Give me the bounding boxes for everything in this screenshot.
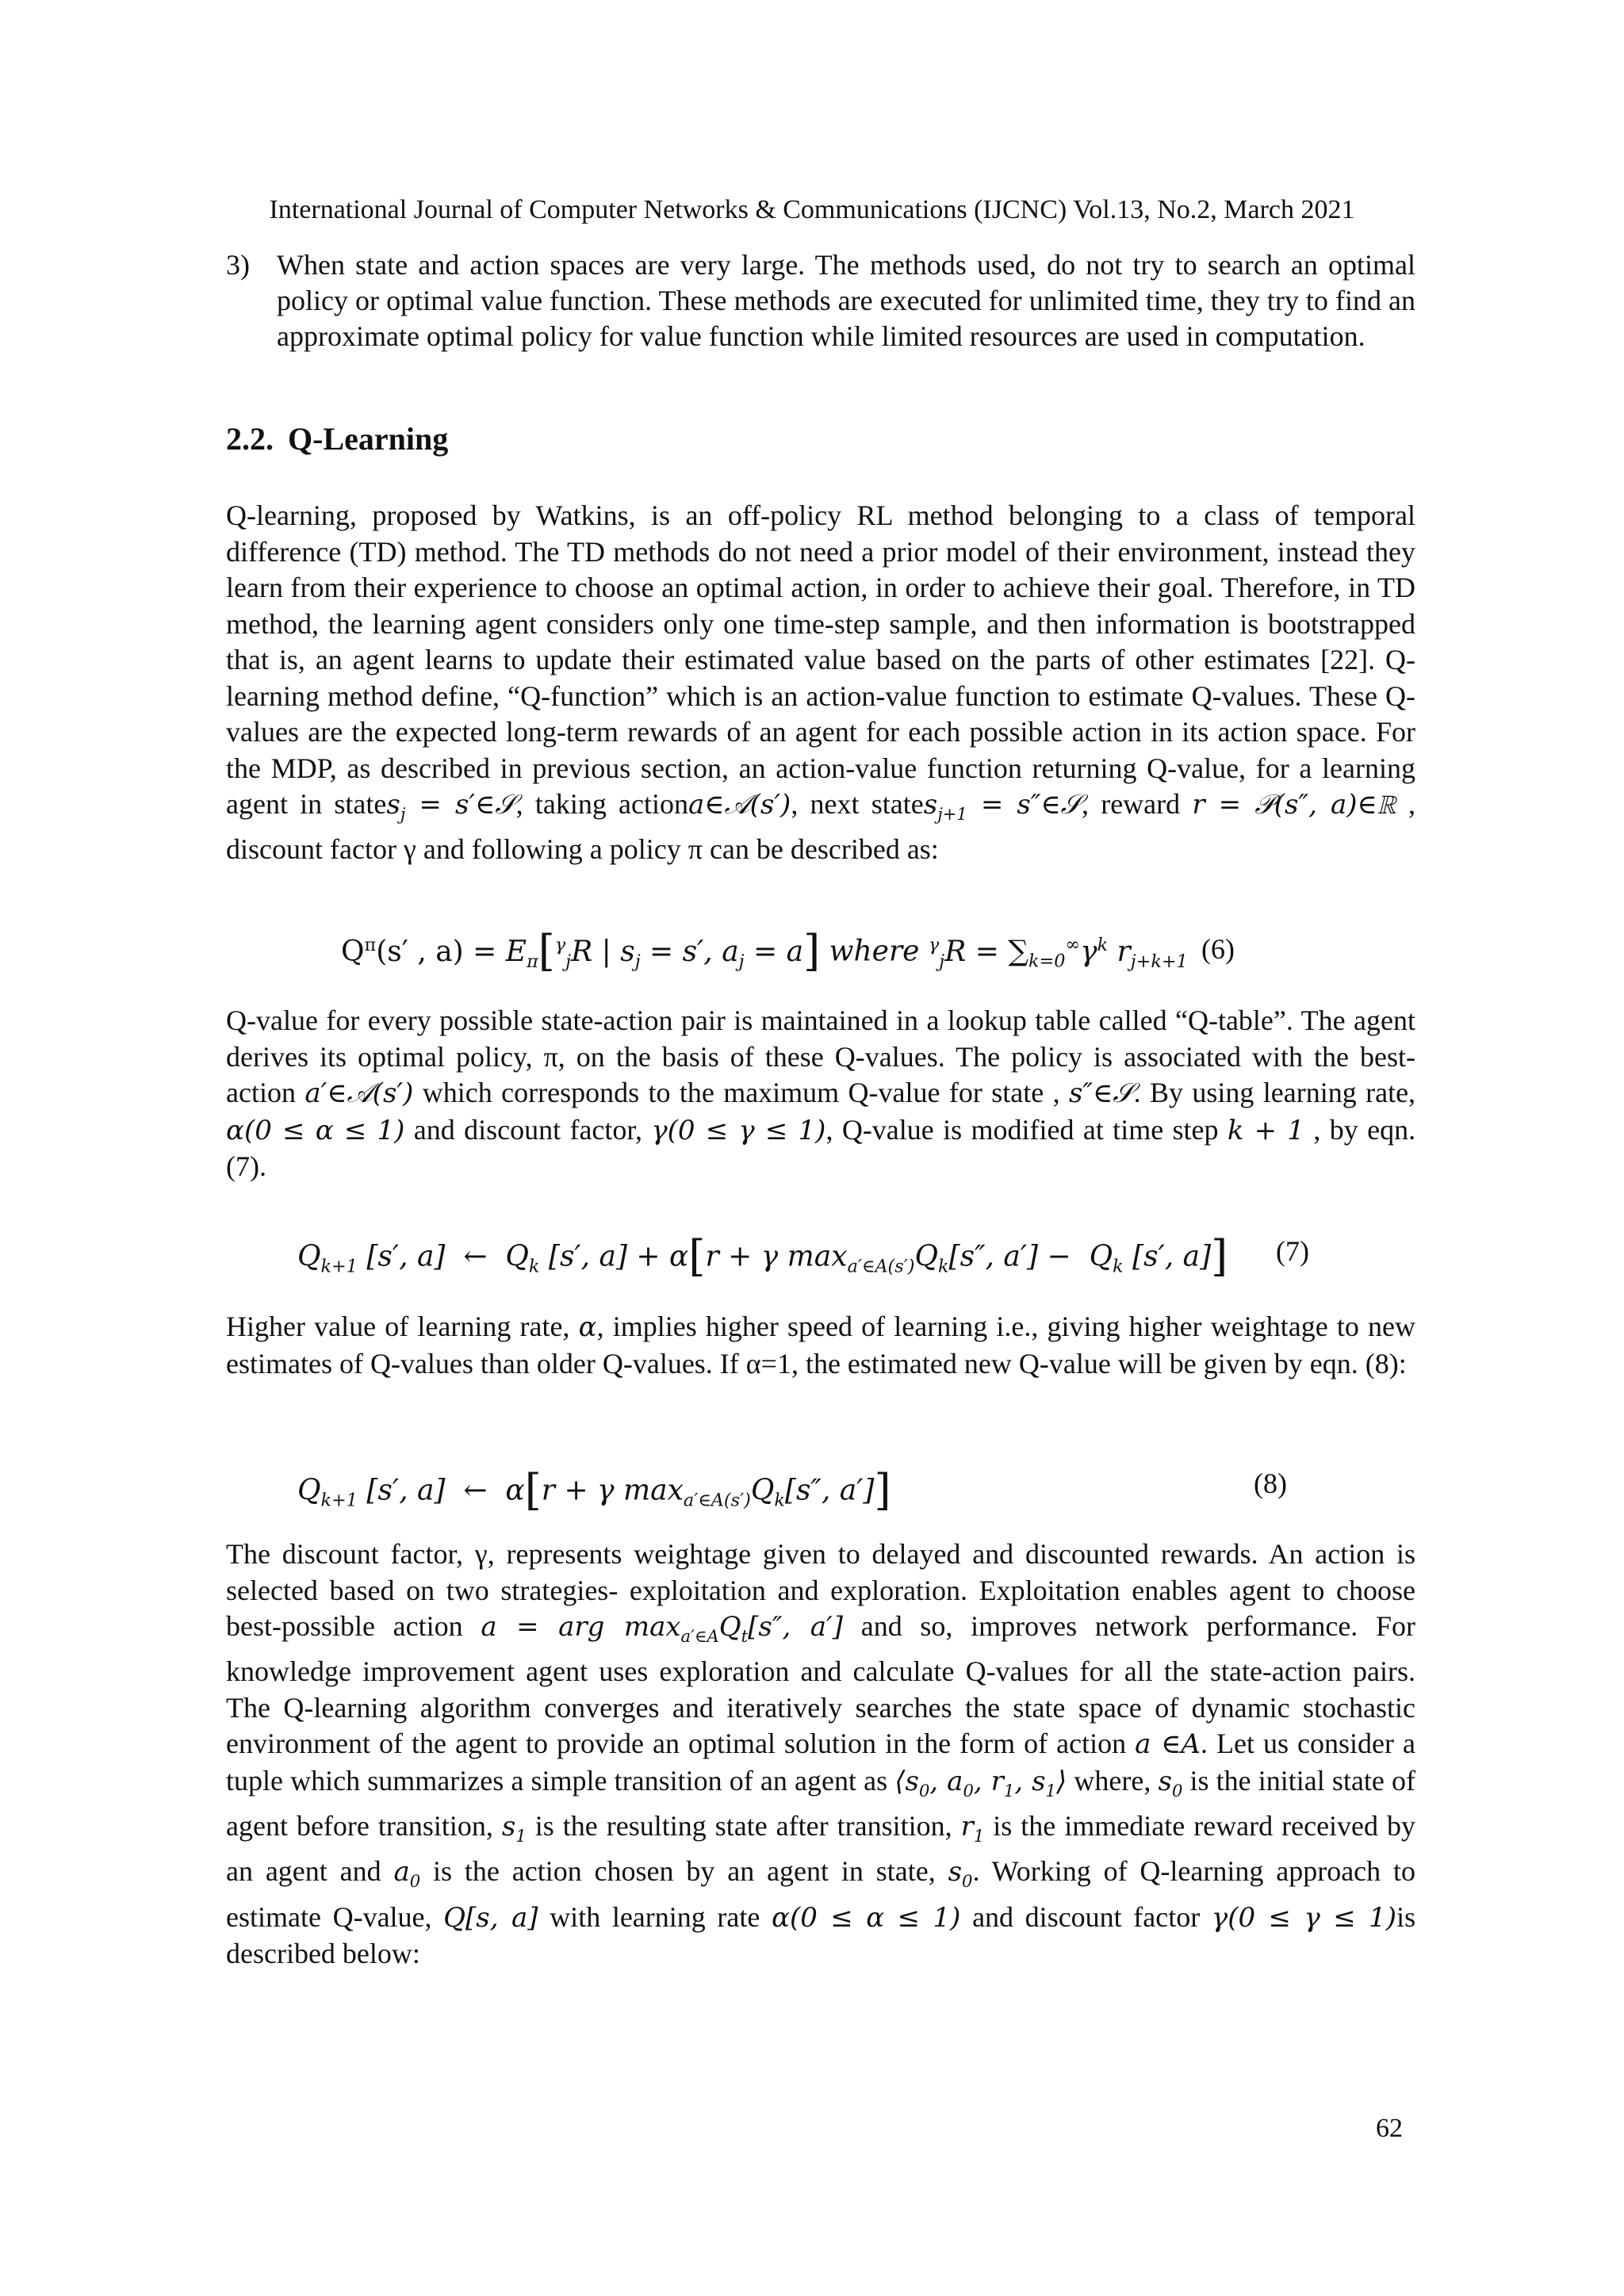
- math-next-state: $s_{j+1}$ = s″∈𝒮: [923, 789, 1082, 824]
- running-header: International Journal of Computer Networks & Communications (IJCNC) Vol.13, No.2, March 2021: [269, 195, 1355, 224]
- equation-7-number: (7): [1276, 1235, 1309, 1267]
- where-word: where: [829, 935, 920, 968]
- paragraph-2: Q-value for every possible state-action pair is maintained in a lookup table called “Q-table”. The agent derives its optimal policy, π, on the basis of these Q-values. The policy is associated with the best-action a′∈𝒜(s′) which corresponds to the maximum Q-value for state , s″∈𝒮. By using learning rate, α(0 ≤ α ≤ 1) and discount factor, γ(0 ≤ γ ≤ 1), Q-value is modified at time step k + 1 , by eqn. (7).: [226, 1004, 1416, 1182]
- equation-8-number: (8): [1254, 1468, 1287, 1499]
- math-action-a: a∈𝒜(s′): [688, 789, 791, 821]
- paragraph-4: The discount factor, γ, represents weightage given to delayed and discounted rewards. An action is selected based on two strategies- exploitation and exploration. Exploitation enables agent to choose best-possible action a = arg $\max_{a'\in A}Q_t[s''$, a′] and so, improves network performance. For knowledge improvement agent uses exploration and calculate Q-values for all the state-action pairs. The Q-learning algorithm converges and iteratively searches the state space of dynamic stochastic environment of the agent to provide an optimal solution in the form of action a ∈A. Let us consider a tuple which summarizes a simple transition of an agent as $⟨s_0$, $a_0$, $r_1$, $s_1⟩$ where, $s_0$ is the initial state of agent before transition, $s_1$ is the resulting state after transition, $r_1$ is the immediate reward received by an agent and $a_0$ is the action chosen by an agent in state, $s_0$. Working of Q-learning approach to estimate Q-value, Q[s, a] with learning rate α(0 ≤ α ≤ 1) and discount factor γ(0 ≤ γ ≤ 1)is described below:: [226, 1538, 1416, 1970]
- section-number: 2.2.: [226, 421, 274, 457]
- paragraph-3: Higher value of learning rate, α, implies higher speed of learning i.e., giving higher weightage to new estimates of Q-values than older Q-values. If α=1, the estimated new Q-value will be given by eqn. (8):: [226, 1311, 1415, 1380]
- section-title: Q-Learning: [288, 421, 449, 457]
- list-item-3: [226, 247, 1415, 354]
- equation-6-number: (6): [1201, 933, 1235, 965]
- section-heading: [226, 420, 448, 457]
- list-text: When state and action spaces are very large. The methods used, do not try to search an optimal policy or optimal value function. These methods are executed for unlimited time, they try to find an approximate optimal policy for value function while limited resources are used in computation.: [277, 249, 1415, 352]
- math-tuple: $⟨s_0$, $a_0$, $r_1$, $s_1⟩$: [894, 1765, 1067, 1800]
- paragraph-1: Q-learning, proposed by Watkins, is an off-policy RL method belonging to a class of temporal difference (TD) method. The TD methods do not need a prior model of their environment, instead they learn from their experience to choose an optimal action, in order to achieve their goal. Therefore, in TD method, the learning agent considers only one time-step sample, and then information is bootstrapped that is, an agent learns to update their estimated value based on the parts of other estimates [22]. Q-learning method define, “Q-function” which is an action-value function to estimate Q-values. These Q-values are the expected long-term rewards of an agent for each possible action in its action space. For the MDP, as described in previous section, an action-value function returning Q-value, for a learning agent in states$_j$ = s′∈𝒮, taking actiona∈𝒜(s′), next states$_{j+1}$ = s″∈𝒮, reward r = 𝒫(s″, a)∈ℝ , discount factor γ and following a policy π can be described as:: [226, 499, 1416, 866]
- page-number: 62: [1376, 2114, 1403, 2143]
- math-best-action: a′∈𝒜(s′): [304, 1077, 414, 1109]
- equation-6: $Q^\pi(s'$ , $a) = E_\pi[^\gamma_jR$ | $s_j = s'$, $a_j = a$] where $^\gamma_jR = \sum_{k=0}^\infty\gamma^k$ $r_{j+k+1}$: [341, 926, 1188, 976]
- math-argmax: a = arg $\max_{a'\in A}Q_t[s''$, a′]: [481, 1611, 844, 1646]
- equation-8: $Q_{k+1}$ [s′, a] ← α[r + γ $\max_{a'\in A(s')}Q_k[s''$, a′]]: [297, 1465, 891, 1515]
- math-state-sj: $s_j$ = s′∈𝒮: [386, 789, 516, 824]
- para1-text: Q-learning, proposed by Watkins, is an off-policy RL method belonging to a class of temporal difference (TD) method. The TD methods do not need a prior model of their environment, instead they learn from their experience to choose an optimal action, in order to achieve their goal. Therefore, in TD method, the learning agent considers only one time-step sample, and then information is bootstrapped that is, an agent learns to update their estimated value based on the parts of other estimates [22]. Q-learning method define, “Q-function” which is an action-value function to estimate Q-values. These Q-values are the expected long-term rewards of an agent for each possible action in its action space. For the MDP, as described in previous section, an action-value function returning Q-value, for a learning agent in state: [226, 499, 1415, 820]
- list-number: 3): [226, 249, 250, 281]
- equation-7: $Q_{k+1}$ [s′, a] ← $Q_k$ [s′, a] + α[r + γ $\max_{a'\in A(s')}Q_k[s''$, $a'] - Q_k$ [s′, a]]: [297, 1231, 1228, 1281]
- math-reward: r = 𝒫(s″, a)∈ℝ: [1192, 789, 1396, 821]
- math-alpha-range: α(0 ≤ α ≤ 1): [226, 1114, 405, 1146]
- math-gamma-range: γ(0 ≤ γ ≤ 1): [651, 1114, 826, 1146]
